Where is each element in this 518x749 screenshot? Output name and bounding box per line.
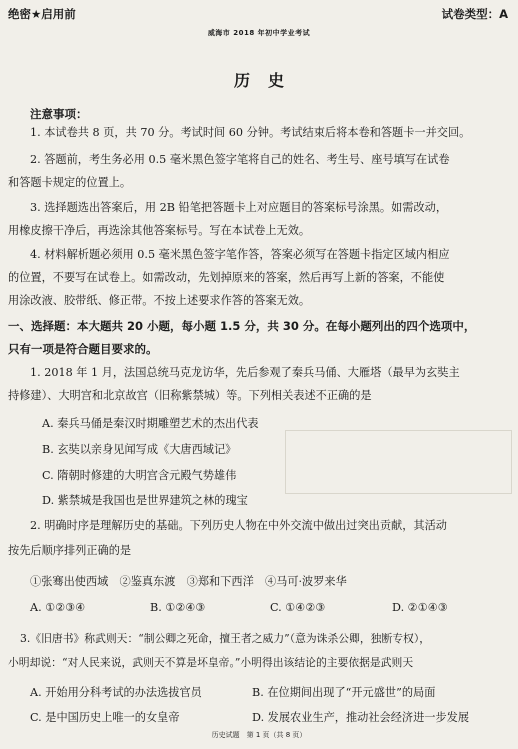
- paper-type-label: 试卷类型：A: [441, 7, 508, 21]
- section-heading-cont: 只有一项是符合题目要求的。: [8, 342, 158, 356]
- q1-option-a: A. 秦兵马俑是秦汉时期雕塑艺术的杰出代表: [42, 417, 259, 430]
- page-footer: 历史试题 第 1 页（共 8 页）: [211, 731, 307, 739]
- q1-option-b: B. 玄奘以亲身见闻写成《大唐西域记》: [42, 443, 237, 456]
- q3-option-c: C. 是中国历史上唯一的女皇帝: [30, 711, 180, 724]
- note-line: 3. 选择题选出答案后，用 2B 铅笔把答题卡上对应题目的答案标号涂黑。如需改动，: [30, 201, 448, 214]
- note-line: 2. 答题前，考生务必用 0.5 毫米黑色签字笔将自己的姓名、考生号、座号填写在试卷: [30, 153, 450, 166]
- section-heading: 一、选择题：本大题共 20 小题，每小题 1.5 分，共 30 分。在每小题列出的四个选项中，: [8, 319, 476, 333]
- confidential-label: 绝密★启用前: [8, 7, 76, 21]
- q2-items: ①张骞出使西域 ②鉴真东渡 ③郑和下西洋 ④马可·波罗来华: [30, 575, 347, 588]
- q2-option-d: D. ②①④③: [392, 601, 448, 614]
- q2-option-a: A. ①②③④: [30, 601, 86, 614]
- note-line: 用橡皮擦干净后，再选涂其他答案标号。写在本试卷上无效。: [8, 224, 311, 237]
- q2-stem: 2. 明确时序是理解历史的基础。下列历史人物在中外交流中做出过突出贡献，其活动: [30, 519, 447, 532]
- q3-option-d: D. 发展农业生产，推动社会经济进一步发展: [252, 711, 470, 724]
- q1-option-d: D. 紫禁城是我国也是世界建筑之林的瑰宝: [42, 494, 248, 507]
- q1-stem-cont: 持修建）、大明宫和北京故宫（旧称紫禁城）等。下列相关表述不正确的是: [8, 389, 372, 402]
- note-line: 4. 材料解析题必须用 0.5 毫米黑色签字笔作答，答案必须写在答题卡指定区域内相应: [30, 248, 450, 261]
- q2-option-b: B. ①②④③: [150, 601, 206, 614]
- q3-stem: 3.《旧唐书》称武则天：“制公卿之死命，擅王者之威力”（意为诛杀公卿，独断专权），: [20, 632, 431, 645]
- note-line: 的位置，不要写在试卷上。如需改动，先划掉原来的答案，然后再写上新的答案，不能使: [8, 271, 445, 284]
- notes-heading: 注意事项：: [30, 107, 88, 121]
- q3-option-b: B. 在位期间出现了“开元盛世”的局面: [252, 686, 436, 699]
- bleed-through-table: [285, 430, 512, 494]
- q2-stem-cont: 按先后顺序排列正确的是: [8, 544, 132, 557]
- exam-title: 威海市 2018 年初中学业考试: [207, 29, 311, 37]
- q1-stem: 1. 2018 年 1 月，法国总统马克龙访华，先后参观了秦兵马俑、大雁塔（最早为玄奘主: [30, 366, 460, 379]
- note-line: 用涂改液、胶带纸、修正带。不按上述要求作答的答案无效。: [8, 294, 311, 307]
- q3-stem-cont: 小明却说：“对人民来说，武则天不算是坏皇帝。”小明得出该结论的主要依据是武则天: [8, 656, 414, 669]
- q1-option-c: C. 隋朝时修建的大明宫含元殿气势雄伟: [42, 469, 237, 482]
- note-line: 和答题卡规定的位置上。: [8, 176, 132, 189]
- note-line: 1. 本试卷共 8 页，共 70 分。考试时间 60 分钟。考试结束后将本卷和答题卡一并交回。: [30, 126, 471, 139]
- q2-option-c: C. ①④②③: [270, 601, 326, 614]
- subject-title: 历史: [233, 71, 302, 90]
- q3-option-a: A. 开始用分科考试的办法选拔官员: [30, 686, 202, 699]
